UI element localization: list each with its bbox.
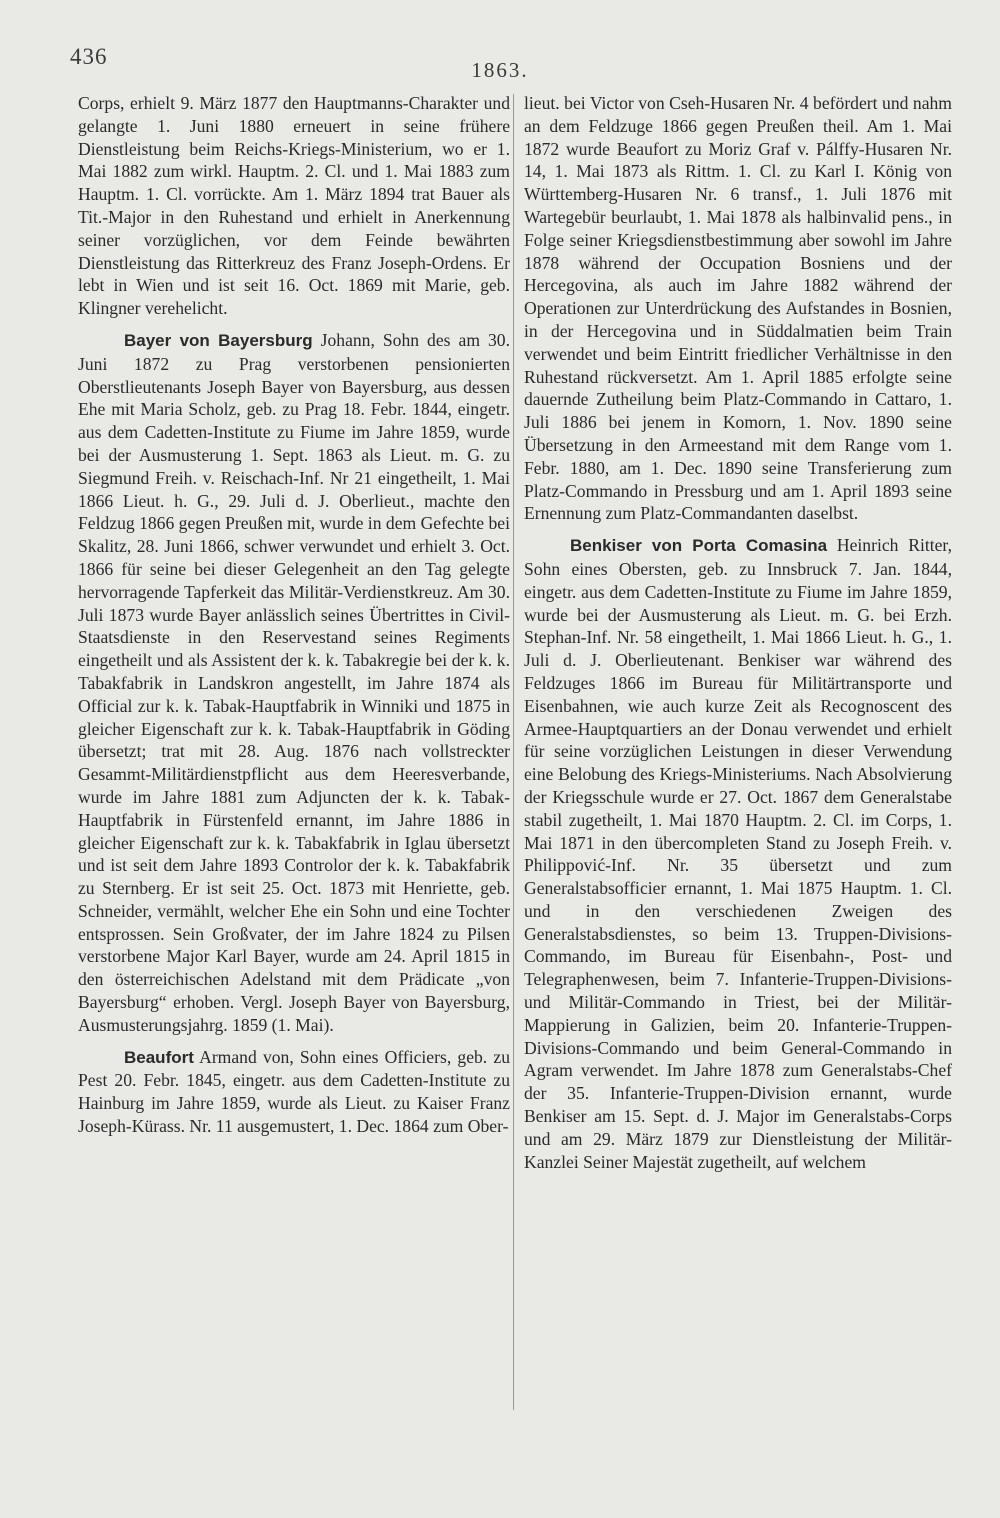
column-divider [513,94,514,1410]
entry-name: Bayer von Bayersburg [124,330,313,350]
entry-beaufort [78,1046,510,1138]
continued-paragraph: lieut. bei Victor von Cseh-Husaren Nr. 4 befördert und nahm an dem Feldzuge 1866 gegen Preußen theil. Am 1. Mai 1872 wurde Beaufort zu Moriz Graf v. Pálffy-Husaren Nr. 14, 1. Mai 1873 als Rittm. 1. Cl. zu Karl I. König von Württemberg-Husaren Nr. 6 transf., 1. Juli 1876 mit Wartegebür beurlaubt, 1. Mai 1878 als halbinvalid pens., in Folge seiner Kriegsdienstbestimmung aber sowohl im Jahre 1878 während der Occupation Bosniens und der Hercegovina, als auch im Jahre 1882 während der Operationen zur Unterdrückung des Aufstandes in Bosnien, in der Hercegovina und in Süddalmatien beim Train verwendet und beim Eintritt friedlicher Verhältnisse in den Ruhestand rückversetzt. Am 1. April 1885 erfolgte seine dauernde Zutheilung beim Platz-Commando in Cattaro, 1. Juli 1886 bei jenem in Komorn, 1. Nov. 1890 seine Übersetzung in den Armeestand mit dem Range vom 1. Febr. 1880, am 1. Dec. 1890 seine Transferierung zum Platz-Commando in Pressburg und am 1. April 1893 seine Ernennung zum Platz-Commandanten daselbst. [524,93,952,524]
entry-name: Benkiser von Porta Comasina [570,536,828,556]
left-column [78,92,510,1138]
entry-bayer-von-bayersburg [78,329,510,1037]
page-number: 436 [70,44,108,69]
entry-text: Armand von, Sohn eines Officiers, geb. zu Pest 20. Febr. 1845, eingetr. aus dem Cadetten-Institute zu Hainburg im Jahre 1859, wurde als Lieut. zu Kaiser Franz Joseph-Kürass. Nr. 11 ausgemustert, 1. Dec. 1864 zum Ober- [78,1046,510,1137]
entry-text: Johann, Sohn des am 30. Juni 1872 zu Prag verstorbenen pensionierten Oberstlieutenants Joseph Bayer von Bayersburg, aus dessen Ehe mit Maria Scholz, geb. zu Prag 18. Febr. 1844, eingetr. aus dem Cadetten-Institute zu Fiume im Jahre 1859, wurde bei der Ausmusterung 1. Sept. 1863 als Lieut. m. G. zu Siegmund Freih. v. Reischach-Inf. Nr 21 eingetheilt, 1. Mai 1866 Lieut. h. G., 29. Juli d. J. Oberlieut., machte den Feldzug 1866 gegen Preußen mit, wurde in dem Gefechte bei Skalitz, 28. Juni 1866, schwer verwundet und erhielt 3. Oct. 1866 für seine bei dieser Gelegenheit an den Tag gelegte hervorragende Tapferkeit das Militär-Verdienstkreuz. Am 30. Juli 1873 wurde Bayer anlässlich seines Übertrittes in Civil-Staatsdienste in den Reservestand seines Regiments eingetheilt und als Assistent der k. k. Tabakregie bei der k. k. Tabakfabrik in Landskron angestellt, im Jahre 1874 als Official zur k. k. Tabak-Hauptfabrik in Winniki und 1875 in gleicher Eigenschaft zur k. k. Tabak-Hauptfabrik in Göding übersetzt; trat mit 28. Aug. 1876 nach vollstreckter Gesammt-Militärdienstpflicht aus dem Heeresverbande, wurde im Jahre 1881 zum Adjuncten der k. k. Tabak-Hauptfabrik in Fürstenfeld ernannt, im Jahre 1886 in gleicher Eigenschaft zur k. k. Tabakfabrik in Iglau übersetzt und ist seit dem Jahre 1893 Controlor der k. k. Tabakfabrik zu Sternberg. Er ist seit 25. Oct. 1873 mit Henriette, geb. Schneider, vermählt, welcher Ehe ein Sohn und eine Tochter entsprossen. Sein Großvater, der im Jahre 1824 zu Pilsen verstorbene Major Karl Bayer, wurde am 24. April 1815 in den österreichischen Adelstand mit dem Prädicate „von Bayersburg“ erhoben. Vergl. Joseph Bayer von Bayersburg, Ausmusterungsjahrg. 1859 (1. Mai). [78,329,510,1035]
entry-benkiser-von-porta-comasina [524,534,952,1173]
continued-paragraph: Corps, erhielt 9. März 1877 den Hauptmanns-Charakter und gelangte 1. Juni 1880 erneuert in seine frühere Dienstleistung beim Reichs-Kriegs-Ministerium, wo er 1. Mai 1882 zum wirkl. Hauptm. 2. Cl. und 1. Mai 1883 zum Hauptm. 1. Cl. vorrückte. Am 1. März 1894 trat Bauer als Tit.-Major in den Ruhestand und erhielt in Anerkennung seiner vorzüglichen, vor dem Feinde bewährten Dienstleistung das Ritterkreuz des Franz Joseph-Ordens. Er lebt in Wien und ist seit 16. Oct. 1869 mit Marie, geb. Klingner verehelicht. [78,93,510,319]
right-column [524,92,952,1173]
entry-text: Heinrich Ritter, Sohn eines Obersten, geb. zu Innsbruck 7. Jan. 1844, eingetr. aus dem Cadetten-Institute zu Fiume im Jahre 1859, wurde bei der Ausmusterung als Lieut. m. G. bei Erzh. Stephan-Inf. Nr. 58 eingetheilt, 1. Mai 1866 Lieut. h. G., 1. Juli d. J. Oberlieutenant. Benkiser war während des Feldzuges 1866 im Bureau für Militärtransporte und Eisenbahnen, wie auch kurze Zeit als Recognoscent des Armee-Hauptquartiers an der Donau verwendet und erhielt für seine vorzüglichen Leistungen in dieser Verwendung eine Belobung des Kriegs-Ministeriums. Nach Absolvierung der Kriegsschule wurde er 27. Oct. 1867 dem Generalstabe stabil zugetheilt, 1. Mai 1870 Hauptm. 2. Cl. im Corps, 1. Mai 1871 in den übercompleten Stand zu Joseph Freih. v. Philippović-Inf. Nr. 35 übersetzt und zum Generalstabsofficier ernannt, 1. Mai 1875 Hauptm. 1. Cl. und in den verschiedenen Zweigen des Generalstabsdienstes, so beim 13. Truppen-Divisions-Commando, im Bureau für Eisenbahn-, Post- und Telegraphenwesen, beim 7. Infanterie-Truppen-Divisions- und Militär-Commando in Triest, bei der Militär-Mappierung in Galizien, beim 20. Infanterie-Truppen-Divisions-Commando und beim General-Commando in Agram verwendet. Im Jahre 1878 zum Generalstabs-Chef der 35. Infanterie-Truppen-Division ernannt, wurde Benkiser am 15. Sept. d. J. Major im Generalstabs-Corps und am 29. März 1879 zur Dienstleistung der Militär-Kanzlei Seiner Majestät zugetheilt, auf welchem [524,535,952,1172]
entry-name: Beaufort [124,1047,194,1067]
running-head-year: 1863. [471,58,529,82]
